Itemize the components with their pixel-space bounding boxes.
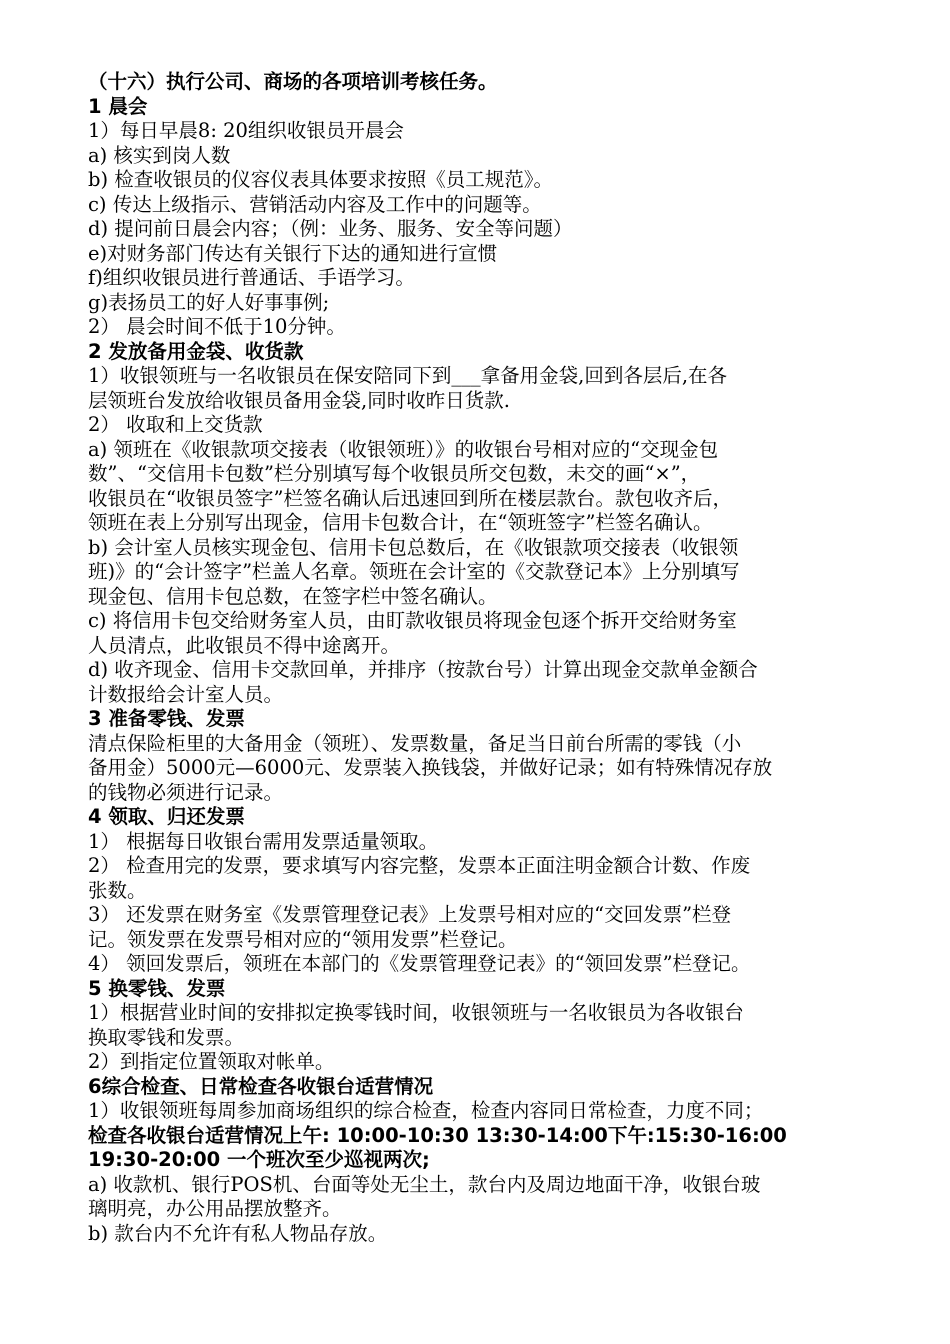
text-line: 3） 还发票在财务室《发票管理登记表》上发票号相对应的“交回发票”栏登: [88, 903, 732, 926]
text-line: 2） 收取和上交货款: [88, 413, 263, 436]
text-line: a) 收款机、银行POS机、台面等处无尘土，款台内及周边地面干净，收银台玻: [88, 1172, 761, 1196]
text-line: 1）根据营业时间的安排拟定换零钱时间，收银领班与一名收银员为各收银台: [88, 1001, 744, 1024]
text-line: g)表扬员工的好人好事事例;: [88, 290, 330, 314]
text-line: 2） 检查用完的发票，要求填写内容完整，发票本正面注明金额合计数、作废: [88, 854, 751, 877]
text-line: e)对财务部门传达有关银行下达的通知进行宣惯: [88, 241, 498, 265]
section-heading: 4 领取、归还发票: [88, 805, 245, 828]
section-heading: 6综合检查、日常检查各收银台适营情况: [88, 1074, 434, 1098]
section-heading: （十六）执行公司、商场的各项培训考核任务。: [88, 70, 498, 93]
text-line: 备用金）5000元—6000元、发票装入换钱袋，并做好记录；如有特殊情况存放: [88, 756, 773, 779]
text-line: 班)》的“会计签字”栏盖人名章。领班在会计室的《交款登记本》上分别填写: [88, 560, 740, 583]
text-line: 2）到指定位置领取对帐单。: [88, 1050, 335, 1073]
text-line: b) 检查收银员的仪容仪表具体要求按照《员工规范》。: [88, 168, 554, 191]
text-line: 2） 晨会时间不低于10分钟。: [88, 315, 346, 338]
text-line: 1） 根据每日收银台需用发票适量领取。: [88, 829, 439, 853]
text-line: 数”、“交信用卡包数”栏分别填写每个收银员所交包数，未交的画“×”，: [88, 462, 701, 485]
text-line: 张数。: [88, 878, 147, 902]
text-line: 1）每日早晨8: 20组织收银员开晨会: [88, 119, 404, 142]
text-line: a) 核实到岗人数: [88, 143, 231, 167]
section-heading: 19:30-20:00 一个班次至少巡视两次;: [88, 1148, 430, 1171]
section-heading: 5 换零钱、发票: [88, 976, 226, 1000]
text-line: 换取零钱和发票。: [88, 1025, 245, 1049]
text-line: 1）收银领班与一名收银员在保安陪同下到___拿备用金袋,回到各层后,在各: [88, 364, 728, 387]
text-line: b) 会计室人员核实现金包、信用卡包总数后，在《收银款项交接表（收银领: [88, 535, 739, 559]
section-heading: 检查各收银台适营情况上午: 10:00-10:30 13:30-14:00下午:15:30-16:00: [88, 1123, 787, 1147]
text-line: f)组织收银员进行普通话、手语学习。: [88, 266, 415, 289]
text-line: 收银员在“收银员签字”栏签名确认后迅速回到所在楼层款台。款包收齐后，: [88, 486, 732, 510]
text-line: 记。领发票在发票号相对应的“领用发票”栏登记。: [88, 927, 518, 951]
section-heading: 1 晨会: [88, 94, 148, 118]
text-line: b) 款台内不允许有私人物品存放。: [88, 1221, 388, 1245]
text-line: 清点保险柜里的大备用金（领班）、发票数量，备足当日前台所需的零钱（小: [88, 731, 742, 755]
section-heading: 2 发放备用金袋、收货款: [88, 339, 304, 363]
text-line: 璃明亮，办公用品摆放整齐。: [88, 1197, 342, 1220]
text-line: 人员清点，此收银员不得中途离开。: [88, 633, 401, 657]
text-line: 现金包、信用卡包总数，在签字栏中签名确认。: [88, 584, 498, 608]
text-line: d) 收齐现金、信用卡交款回单，并排序（按款台号）计算出现金交款单金额合: [88, 658, 758, 681]
text-line: c) 将信用卡包交给财务室人员，由盯款收银员将现金包逐个拆开交给财务室: [88, 609, 737, 632]
text-line: c) 传达上级指示、营销活动内容及工作中的问题等。: [88, 192, 542, 216]
text-line: 4） 领回发票后，领班在本部门的《发票管理登记表》的“领回发票”栏登记。: [88, 952, 751, 975]
text-line: d) 提问前日晨会内容；（例：业务、服务、安全等问题）: [88, 217, 573, 240]
document-page: [88, 70, 878, 1246]
section-heading: 3 准备零钱、发票: [88, 707, 245, 730]
text-line: 领班在表上分别写出现金，信用卡包数合计，在“领班签字”栏签名确认。: [88, 511, 713, 534]
text-line: a) 领班在《收银款项交接表（收银领班）》的收银台号相对应的“交现金包: [88, 437, 719, 461]
text-line: 计数报给会计室人员。: [88, 682, 284, 706]
text-line: 层领班台发放给收银员备用金袋,同时收昨日货款.: [88, 388, 510, 412]
text-line: 的钱物必须进行记录。: [88, 780, 284, 804]
text-line: 1）收银领班每周参加商场组织的综合检查，检查内容同日常检查，力度不同；: [88, 1099, 764, 1122]
